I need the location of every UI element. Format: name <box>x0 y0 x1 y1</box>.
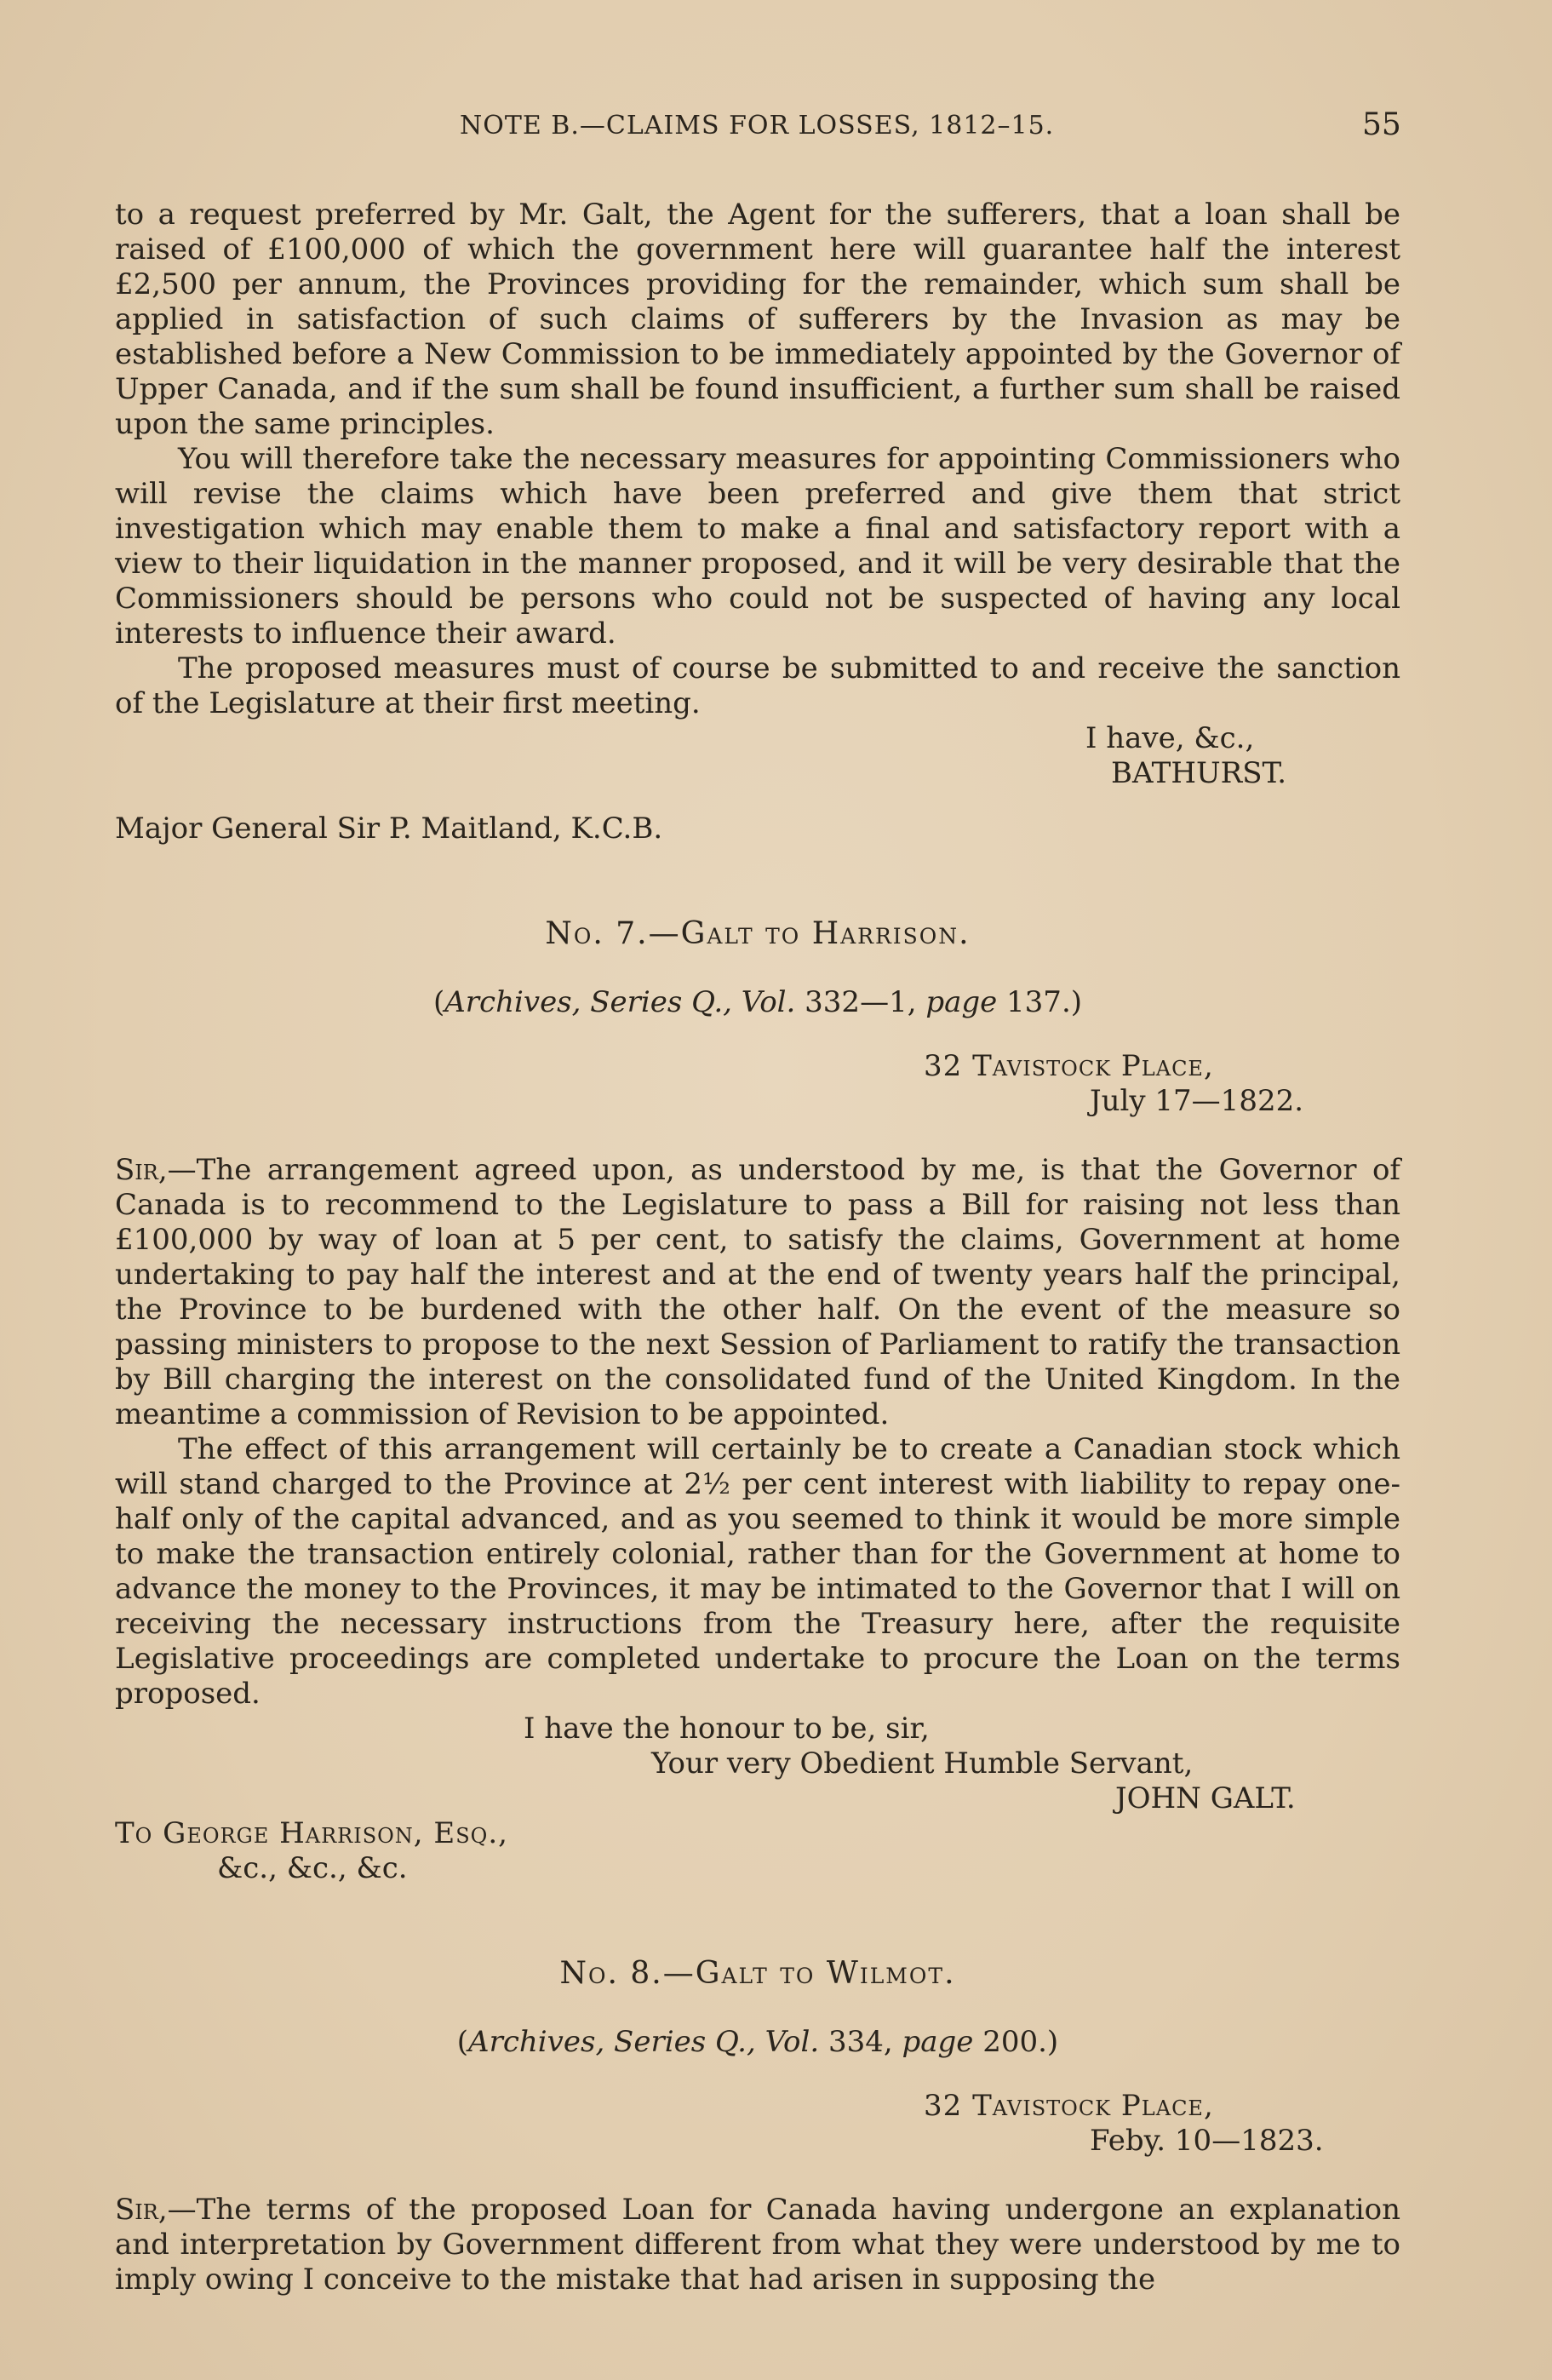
letter6-addressee: Major General Sir P. Maitland, K.C.B. <box>115 811 663 846</box>
letter7-source-page: 137.) <box>997 985 1083 1019</box>
letter7-date: July 17—1822. <box>1090 1084 1304 1118</box>
letter6-paragraph-1: to a request preferred by Mr. Galt, the Agent for the sufferers, that a loan shall be raised of £100,000 of which the government here will guarantee half the interest £2,500 per annum, the Provinces providing for the remainder, which sum shall be applied in satisfaction of such claims of sufferers by the Invasion as may be established before a New Commission to be immediately appointed by the Governor of Upper Canada, and if the sum shall be found insufficient, a further sum shall be raised upon the same principles. <box>115 198 1400 441</box>
letter7-heading: No. 7.—Galt to Harrison. <box>545 916 971 951</box>
letter7-paragraph-1 <box>115 1153 1400 1432</box>
letter8-salutation: Sir, <box>115 2193 168 2227</box>
letter7-source-archives: Archives, Series Q., Vol. <box>444 985 796 1019</box>
letter6-closing: I have, &c., <box>1085 721 1255 755</box>
page-header <box>0 104 1552 155</box>
letter7-address: 32 Tavistock Place, <box>924 1049 1214 1083</box>
letter7-source-volume: 332—1, <box>795 985 926 1019</box>
letter8-source-archives: Archives, Series Q., Vol. <box>468 2025 820 2059</box>
letter7-paragraph-2: The effect of this arrangement will certainly be to create a Canadian stock which will stand charged to the Province at 2½ per cent interest with liability to repay one-half only of the capital advanced, and as you seemed to think it would be more simple to make the transaction entirely colonial, rather than for the Government at home to advance the money to the Provinces, it may be intimated to the Governor that I will on receiving the necessary instructions from the Treasury here, after the requisite Legislative proceedings are completed undertake to procure the Loan on the terms proposed. <box>115 1432 1400 1711</box>
letter6-signature: BATHURST. <box>1111 756 1287 790</box>
letter7-signature: JOHN GALT. <box>1115 1781 1296 1815</box>
letter7-addressee-2: &c., &c., &c. <box>217 1851 408 1885</box>
letter7-closing-1: I have the honour to be, sir, <box>524 1712 930 1746</box>
letter7-addressee-1: To George Harrison, Esq., <box>115 1816 508 1850</box>
page-body <box>115 198 1400 2297</box>
page-number: 55 <box>1362 107 1401 142</box>
letter6-paragraph-3: The proposed measures must of course be submitted to and receive the sanction of the Legislature at their first meeting. <box>115 651 1400 720</box>
letter8-source-page-label: page <box>902 2025 974 2059</box>
letter7-source-prefix: ( <box>432 985 445 1019</box>
letter8-source-volume: 334, <box>819 2025 902 2059</box>
letter8-paragraph-1 <box>115 2193 1400 2297</box>
letter8-source <box>115 2025 1400 2060</box>
letter8-date: Feby. 10—1823. <box>1090 2124 1324 2158</box>
letter8-address: 32 Tavistock Place, <box>924 2089 1214 2123</box>
running-head: NOTE B.—CLAIMS FOR LOSSES, 1812–15. <box>460 111 1055 141</box>
letter8-source-page: 200.) <box>973 2025 1059 2059</box>
letter7-paragraph-1-text: —The arrangement agreed upon, as understood by me, is that the Governor of Canada is to recommend to the Legislature to pass a Bill for raising not less than £100,000 by way of loan at 5 per cent, to satisfy the claims, Government at home undertaking to pay half the interest and at the end of twenty years half the principal, the Province to be burdened with the other half. On the event of the measure so passing ministers to propose to the next Session of Parliament to ratify the transaction by Bill charging the interest on the consolidated fund of the United Kingdom. In the meantime a commission of Revision to be appointed. <box>115 1153 1400 1431</box>
letter6-paragraph-2: You will therefore take the necessary measures for appointing Commissioners who will revise the claims which have been preferred and give them that strict investigation which may enable them to make a final and satisfactory report with a view to their liquidation in the manner proposed, and it will be very desirable that the Commissioners should be persons who could not be suspected of having any local interests to influence their award. <box>115 442 1400 651</box>
letter8-heading: No. 8.—Galt to Wilmot. <box>559 1956 956 1991</box>
letter8-paragraph-1-text: —The terms of the proposed Loan for Canada having undergone an explanation and interpretation by Government different from what they were understood by me to imply owing I conceive to the mistake that had arisen in supposing the <box>115 2193 1400 2297</box>
letter8-source-prefix: ( <box>456 2025 469 2059</box>
letter7-closing-2: Your very Obedient Humble Servant, <box>651 1746 1194 1781</box>
letter7-salutation: Sir, <box>115 1153 168 1187</box>
letter7-source <box>115 985 1400 1020</box>
letter7-source-page-label: page <box>925 985 998 1019</box>
